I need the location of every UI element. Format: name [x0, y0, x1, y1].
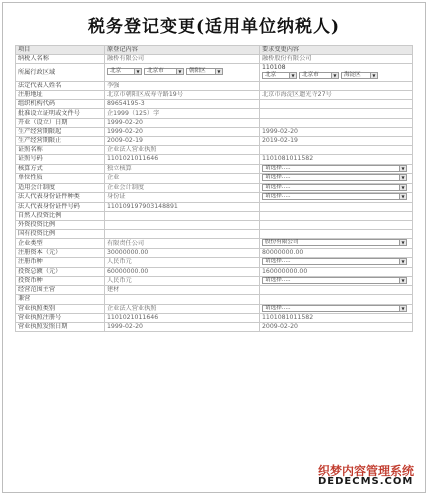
new-value-cell	[260, 304, 413, 314]
row-label: 生产经营期限起	[16, 127, 105, 136]
row-label: 自然人投资比例	[16, 211, 105, 220]
form-row	[16, 118, 413, 127]
row-label: 营业执照注册号	[16, 314, 105, 323]
new-value-cell[interactable]	[260, 100, 413, 109]
row-label: 注册地址	[16, 91, 105, 100]
form-row	[16, 220, 413, 229]
new-value-cell[interactable]	[260, 118, 413, 127]
new-value-cell[interactable]	[260, 211, 413, 220]
row-label: 组织机构代码	[16, 100, 105, 109]
form-row	[16, 91, 413, 100]
table-header-row	[16, 46, 413, 55]
scope-side-label: 兼营	[16, 295, 105, 304]
old-value: 30000000.00	[105, 248, 260, 257]
form-row	[16, 202, 413, 211]
chevron-down-icon: ▼	[331, 73, 338, 78]
new-value-select[interactable]	[262, 193, 407, 200]
form-row	[16, 211, 413, 220]
old-value: 北京市朝阳区成寿寺路19号	[105, 91, 260, 100]
row-label: 注册币种	[16, 258, 105, 268]
new-value-cell[interactable]: 1101081011582	[260, 155, 413, 164]
header-new: 要求变更内容	[260, 46, 413, 55]
page-title: 税务登记变更(适用单位纳税人)	[87, 17, 341, 37]
form-row	[16, 155, 413, 164]
chevron-down-icon: ▼	[176, 69, 183, 74]
row-label: 法人代表身份证件种类	[16, 193, 105, 203]
old-value: 身份证	[105, 193, 260, 203]
new-province-select[interactable]	[262, 72, 297, 79]
new-value-cell[interactable]	[260, 146, 413, 155]
form-row	[16, 248, 413, 257]
new-value-select-text: 请选择.....	[265, 258, 291, 264]
region-new-cell	[260, 64, 413, 82]
new-value-cell	[260, 258, 413, 268]
row-label: 营业执照类别	[16, 304, 105, 314]
new-value-cell	[260, 276, 413, 286]
row-label: 批准设立证明或文件号	[16, 109, 105, 118]
old-value: 企业会计制度	[105, 183, 260, 193]
row-label: 企业类型	[16, 239, 105, 249]
new-value-cell	[260, 239, 413, 249]
form-row	[16, 230, 413, 239]
chevron-down-icon: ▼	[215, 69, 222, 74]
new-value-cell[interactable]	[260, 220, 413, 229]
old-value: 人民币元	[105, 258, 260, 268]
region-old-cell	[105, 64, 260, 82]
old-value	[105, 220, 260, 229]
old-value	[105, 211, 260, 220]
row-label: 核算方式	[16, 164, 105, 174]
row-label: 国有投资比例	[16, 230, 105, 239]
old-province-value: 北京	[110, 68, 122, 75]
new-value-cell[interactable]: 融桥股份有限公司	[260, 55, 413, 64]
new-value-cell[interactable]	[260, 202, 413, 211]
region-label: 所属行政区域	[16, 64, 105, 82]
scope-main-row	[16, 286, 413, 295]
row-label: 纳税人名称	[16, 55, 105, 64]
chevron-down-icon: ▼	[399, 278, 406, 283]
scope-side-new[interactable]	[260, 295, 413, 304]
old-value: 人民币元	[105, 276, 260, 286]
form-row	[16, 109, 413, 118]
new-value-select[interactable]	[262, 277, 407, 284]
new-value-select-text: 请选择.....	[265, 304, 291, 311]
new-value-cell[interactable]	[260, 81, 413, 90]
scope-main-old: 建材	[105, 286, 260, 295]
form-row	[16, 81, 413, 90]
new-value-cell[interactable]: 1999-02-20	[260, 127, 413, 136]
old-value: 企业法人营业执照	[105, 146, 260, 155]
row-label: 证照名称	[16, 146, 105, 155]
old-value: 1101021011646	[105, 155, 260, 164]
old-value: 1999-02-20	[105, 323, 260, 332]
chevron-down-icon: ▼	[399, 259, 406, 264]
chevron-down-icon: ▼	[399, 185, 406, 190]
old-value: 1999-02-20	[105, 118, 260, 127]
new-value-cell[interactable]: 北京市海淀区遗光寺27号	[260, 91, 413, 100]
new-district-value: 海淀区	[343, 72, 361, 79]
row-label: 法定代表人姓名	[16, 81, 105, 90]
old-value: 有限责任公司	[105, 239, 260, 249]
new-value-cell[interactable]	[260, 230, 413, 239]
old-district-select[interactable]	[186, 68, 223, 75]
new-city-value: 北京市	[301, 72, 319, 79]
new-value-cell[interactable]: 1101081011582	[260, 314, 413, 323]
old-value: 李强	[105, 81, 260, 90]
old-value: 企业	[105, 174, 260, 184]
region-new-code: 110108	[262, 64, 286, 72]
form-row	[16, 314, 413, 323]
scope-main-new[interactable]	[260, 286, 413, 295]
old-value: 60000000.00	[105, 267, 260, 276]
scope-side-old	[105, 295, 260, 304]
row-label: 适用会计制度	[16, 183, 105, 193]
old-value: 企1999（125）字	[105, 109, 260, 118]
form-row	[16, 193, 413, 203]
old-value: 110109197903148891	[105, 202, 260, 211]
new-district-select[interactable]	[341, 72, 378, 79]
new-value-select-text: 请选择.....	[265, 174, 291, 181]
header-item: 项目	[16, 46, 105, 55]
form-row	[16, 174, 413, 184]
chevron-down-icon: ▼	[399, 166, 406, 171]
chevron-down-icon: ▼	[399, 194, 406, 199]
new-value-select[interactable]	[262, 174, 407, 181]
old-province-select[interactable]	[107, 68, 142, 75]
new-city-select[interactable]	[299, 72, 339, 79]
new-value-select[interactable]	[262, 184, 407, 191]
new-value-cell	[260, 183, 413, 193]
new-province-value: 北京	[265, 72, 277, 79]
row-label: 开业（设立）日期	[16, 118, 105, 127]
old-value: 1101021011646	[105, 314, 260, 323]
watermark-line2: DEDECMS.COM	[318, 476, 414, 487]
row-label: 证照号码	[16, 155, 105, 164]
form-row	[16, 100, 413, 109]
chevron-down-icon: ▼	[399, 240, 406, 245]
scope-side-row	[16, 295, 413, 304]
old-district-value: 朝阳区	[188, 68, 206, 75]
form-row	[16, 323, 413, 332]
row-label: 投资币种	[16, 276, 105, 286]
new-value-select-text: 请选择.....	[265, 183, 291, 190]
form-row	[16, 146, 413, 155]
watermark-line1: 织梦内容管理系统	[318, 464, 415, 478]
chevron-down-icon: ▼	[370, 73, 377, 78]
new-value-select-text: 股份有限公司	[265, 239, 299, 246]
new-value-select-text: 请选择.....	[265, 193, 291, 200]
scope-main-label: 经营范围主营	[16, 286, 105, 295]
form-row	[16, 258, 413, 268]
chevron-down-icon: ▼	[399, 175, 406, 180]
change-form-table	[15, 45, 413, 332]
row-label: 单位性质	[16, 174, 105, 184]
old-value: 独立核算	[105, 164, 260, 174]
old-value: 1999-02-20	[105, 127, 260, 136]
new-value-select[interactable]	[262, 258, 407, 265]
row-label: 外资投资比例	[16, 220, 105, 229]
old-value: 融桥有限公司	[105, 55, 260, 64]
new-value-select-text: 请选择.....	[265, 276, 291, 283]
chevron-down-icon: ▼	[289, 73, 296, 78]
new-value-cell	[260, 174, 413, 184]
new-value-cell[interactable]: 2019-02-19	[260, 137, 413, 146]
row-label: 营业执照发照日期	[16, 323, 105, 332]
form-row	[16, 304, 413, 314]
form-row	[16, 183, 413, 193]
chevron-down-icon: ▼	[399, 306, 406, 311]
form-row	[16, 239, 413, 249]
new-value-cell[interactable]	[260, 109, 413, 118]
form-row	[16, 137, 413, 146]
old-value: 企业法人营业执照	[105, 304, 260, 314]
new-value-select[interactable]	[262, 165, 407, 172]
header-old: 原登记内容	[105, 46, 260, 55]
form-row	[16, 164, 413, 174]
new-value-cell[interactable]: 160000000.00	[260, 267, 413, 276]
new-value-select-text: 请选择.....	[265, 164, 291, 171]
form-row	[16, 276, 413, 286]
form-row	[16, 267, 413, 276]
old-value: 2009-02-19	[105, 137, 260, 146]
old-value	[105, 230, 260, 239]
row-label: 投资总额（元）	[16, 267, 105, 276]
form-row	[16, 55, 413, 64]
old-city-select[interactable]	[144, 68, 184, 75]
new-value-select[interactable]	[262, 239, 407, 246]
new-value-cell[interactable]: 80000000.00	[260, 248, 413, 257]
chevron-down-icon: ▼	[134, 69, 141, 74]
new-value-cell	[260, 193, 413, 203]
row-label: 法人代表身份证件号码	[16, 202, 105, 211]
new-value-cell	[260, 164, 413, 174]
old-city-value: 北京市	[146, 68, 164, 75]
new-value-select[interactable]	[262, 305, 407, 312]
new-value-cell[interactable]: 2009-02-20	[260, 323, 413, 332]
row-label: 生产经营期限止	[16, 137, 105, 146]
form-row	[16, 127, 413, 136]
region-row	[16, 64, 413, 82]
old-value: 89654195-3	[105, 100, 260, 109]
row-label: 注册资本（元）	[16, 248, 105, 257]
